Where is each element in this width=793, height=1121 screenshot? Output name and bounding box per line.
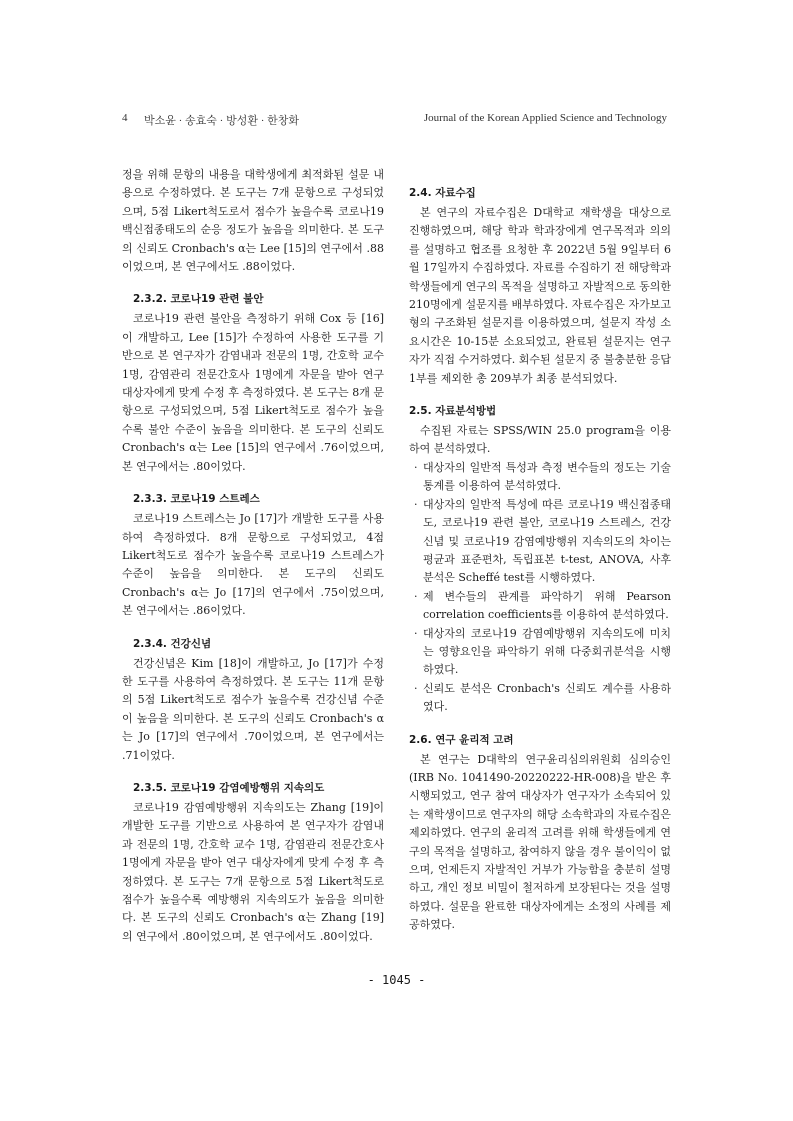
section-2-4-heading: 2.4. 자료수집 [409, 187, 476, 199]
header-authors: 박소윤 · 송효숙 · 방성환 · 한창화 [144, 115, 300, 127]
section-2-4-paragraph: 본 연구의 자료수집은 D대학교 재학생을 대상으로 진행하였으며, 해당 학과 학과장에게 연구목적과 의의를 설명하고 협조를 요청한 후 2022년 5월 9일부터 6월 17일까지 수집하였다. 자료를 수집하기 전 해당학과 학생들에게 연구의 목적을 설명하고 자발적으로 동의한 210명에게 설문지를 배부하였다. 자료수집은 자가보고형의 구조화된 설문지를 이용하였으며, 설문지 작성 소요시간은 10-15분 소요되었고, 완료된 설문지는 연구자가 직접 수거하였다. 회수된 설문지 중 불충분한 응답 1부를 제외한 총 209부가 최종 분석되었다. [409, 206, 671, 385]
page-footer-number: - 1045 - [367, 973, 426, 987]
section-2-3-3-paragraph: 코로나19 스트레스는 Jo [17]가 개발한 도구를 사용하여 측정하였다. 8개 문항으로 구성되었고, 4점 Likert척도로 점수가 높을수록 코로나19 스트레스가 수준이 높음을 의미한다. 본 도구의 신뢰도 Cronbach's α는 Jo [17]의 연구에서 .75이었으며, 본 연구에서는 .86이었다. [122, 512, 384, 618]
analysis-method-list [409, 459, 671, 717]
section-2-6-heading: 2.6. 연구 윤리적 고려 [409, 733, 514, 746]
list-item-text: 신뢰도 분석은 Cronbach's 신뢰도 계수를 사용하였다. [423, 681, 671, 714]
section-2-5-heading: 2.5. 자료분석방법 [409, 405, 497, 418]
section-2-3-2-paragraph: 코로나19 관련 불안을 측정하기 위해 Cox 등 [16]이 개발하고, Lee [15]가 수정하여 사용한 도구를 기반으로 본 연구자가 감염내과 전문의 1명, 간호학 교수 1명, 감염관리 전문간호사 1명에게 자문을 받아 연구 대상자에게 맞게 수정 후 측정하였다. 본 도구는 8개 문항으로 구성되었으며, 5점 Likert척도로 점수가 높을수록 불안 수준이 높음을 의미한다. 본 도구의 신뢰도 Cronbach's α는 Lee [15]의 연구에서 .76이었으며, 본 연구에서는 .80이었다. [122, 312, 384, 473]
section-2-6-paragraph: 본 연구는 D대학의 연구윤리심의위원회 심의승인(IRB No. 1041490-20220222-HR-008)을 받은 후 시행되었고, 연구 참여 대상자가 연구자가 소속되어 있는 재학생이므로 연구자의 해당 소속학과의 자료수집은 제외하였다. 연구의 윤리적 고려를 위해 학생들에게 연구의 목적을 설명하고, 참여하지 않을 경우 불이익이 없으며, 언제든지 자발적인 거부가 가능함을 충분히 설명하고, 개인 정보 비밀이 철저하게 보장된다는 것을 설명하였다. 설문을 완료한 대상자에게는 소정의 사례를 제공하였다. [409, 752, 671, 932]
left-column [122, 166, 384, 946]
list-item [409, 496, 671, 588]
section-2-3-5-heading: 2.3.5. 코로나19 감염예방행위 지속의도 [133, 781, 325, 794]
section-2-5-paragraph: 수집된 자료는 SPSS/WIN 25.0 program을 이용하여 분석하였다. [409, 424, 671, 456]
running-header [122, 112, 667, 128]
section-2-3-4-paragraph: 건강신념은 Kim [18]이 개발하고, Jo [17]가 수정한 도구를 사용하여 측정하였다. 본 도구는 11개 문항의 5점 Likert척도로 점수가 높을수록 건강신념 수준이 높음을 의미한다. 본 도구의 신뢰도 Cronbach's α는 Jo [17]의 연구에서 .70이었으며, 본 연구에서는 .71이었다. [122, 656, 384, 762]
right-column [409, 166, 671, 935]
list-item-text: 대상자의 일반적 특성에 따른 코로나19 백신접종태도, 코로나19 관련 불안, 코로나19 스트레스, 건강신념 및 코로나19 감염예방행위 지속의도의 차이는 평균과 표준편차, 독립표본 t-test, ANOVA, 사후 분석은 Scheffé test를 시행하였다. [423, 497, 671, 585]
list-item-text: 대상자의 일반적 특성과 측정 변수들의 정도는 기술통계를 이용하여 분석하였다. [423, 460, 671, 493]
bullet-marker: · [414, 681, 418, 695]
bullet-marker: · [414, 589, 418, 603]
section-2-3-4-heading: 2.3.4. 건강신념 [133, 637, 212, 650]
section-2-3-3-heading: 2.3.3. 코로나19 스트레스 [133, 493, 260, 506]
list-item-text: 대상자의 코로나19 감염예방행위 지속의도에 미치는 영향요인을 파악하기 위해 다중회귀분석을 시행하였다. [423, 626, 671, 677]
bullet-marker: · [414, 460, 418, 474]
bullet-marker: · [414, 626, 418, 640]
list-item [409, 625, 671, 680]
list-item [409, 680, 671, 717]
header-page-number: 4 [122, 112, 128, 124]
header-journal-title: Journal of the Korean Applied Science and Technology [423, 112, 667, 124]
list-item-text: 제 변수들의 관계를 파악하기 위해 Pearson correlation coefficients를 이용하여 분석하였다. [423, 589, 671, 622]
list-item [409, 459, 671, 496]
section-2-3-2-heading: 2.3.2. 코로나19 관련 불안 [133, 293, 264, 306]
intro-paragraph: 정을 위해 문항의 내용을 대학생에게 최적화된 설문 내용으로 수정하였다. 본 도구는 7개 문항으로 구성되었으며, 5점 Likert척도로서 점수가 높을수록 코로나19 백신접종태도의 순응 정도가 높음을 의미한다. 본 도구의 신뢰도 Cronbach's α는 Lee [15]의 연구에서 .88이었으며, 본 연구에서도 .88이었다. [122, 168, 384, 274]
section-2-3-5-paragraph: 코로나19 감염예방행위 지속의도는 Zhang [19]이 개발한 도구를 기반으로 사용하여 본 연구자가 감염내과 전문의 1명, 간호학 교수 1명, 감염관리 전문간호사 1명에게 자문을 받아 연구 대상자에게 맞게 수정 후 측정하였다. 본 도구는 7개 문항으로 5점 Likert척도로 점수가 높을수록 예방행위 지속의도가 높음을 의미한다. 본 도구의 신뢰도 Cronbach's α는 Zhang [19]의 연구에서 .80이었으며, 본 연구에서도 .80이었다. [122, 800, 384, 943]
bullet-marker: · [414, 497, 418, 511]
list-item [409, 588, 671, 625]
